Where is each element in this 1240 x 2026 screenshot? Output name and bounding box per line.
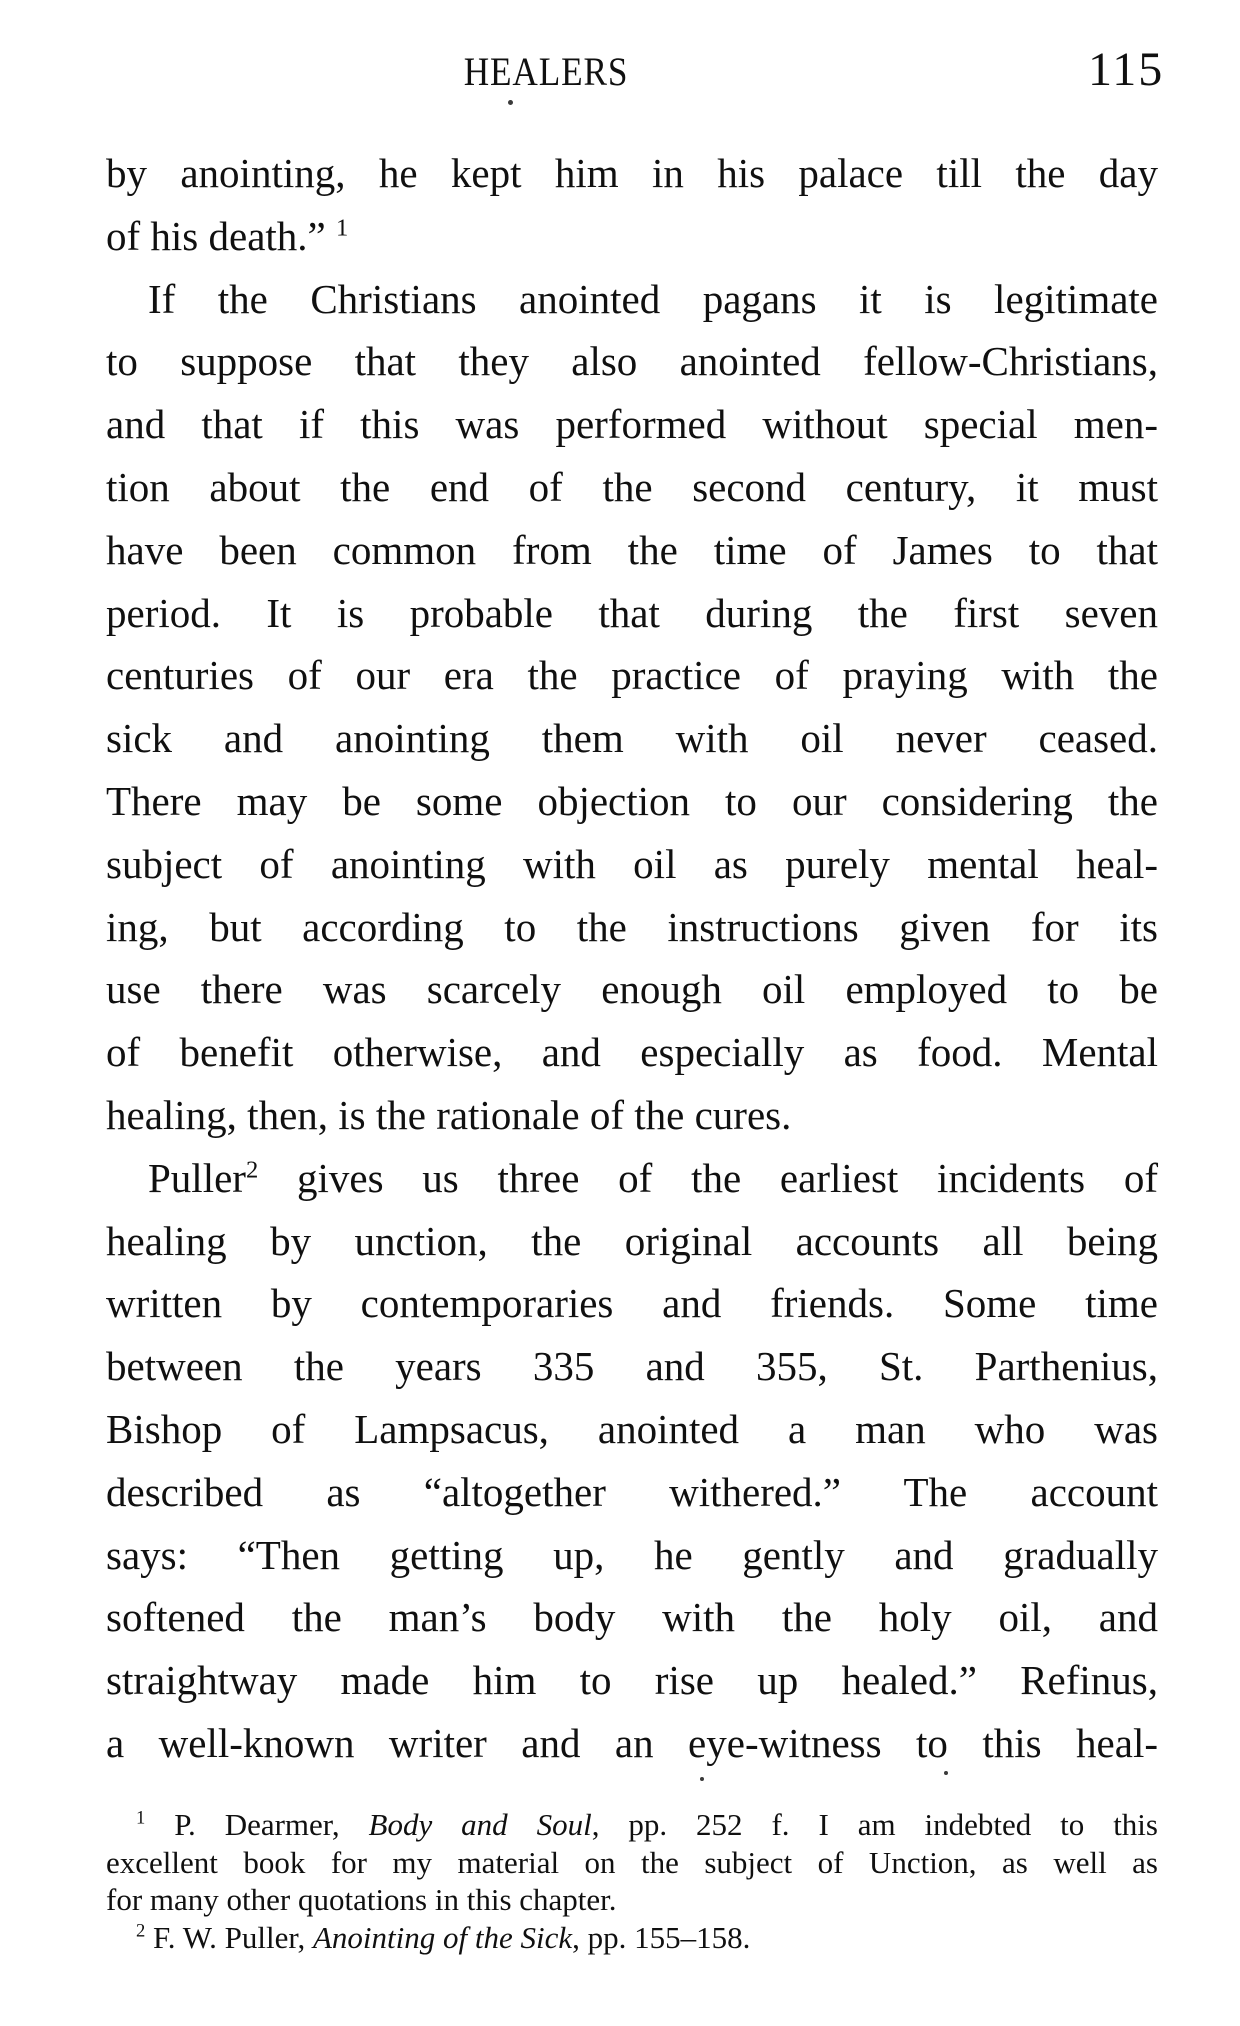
text-line [106, 1806, 1158, 1844]
scan-speck [944, 1771, 948, 1775]
text-segment: healing by unction, the original accounts all being [106, 1217, 1158, 1264]
text-segment: sick and anointing them with oil never ceased. [106, 715, 1158, 762]
text-segment: If the Christians anointed pagans it is legitimate [148, 275, 1158, 322]
text-segment: F. W. Puller, [145, 1919, 313, 1955]
footnote-marker: 1 [335, 214, 349, 242]
text-segment: and that if this was performed without special men- [106, 401, 1158, 448]
text-line [106, 1147, 1158, 1210]
text-line [106, 205, 1158, 268]
text-line [106, 268, 1158, 331]
text-line [106, 1844, 1158, 1882]
footnote-marker: 2 [136, 1920, 146, 1942]
text-segment: , pp. 252 f. I am indebted to this [591, 1807, 1158, 1842]
text-segment: to suppose that they also anointed fellow-Christians, [106, 338, 1158, 385]
text-line [106, 582, 1158, 645]
text-line [106, 1649, 1158, 1712]
footnotes [106, 1806, 1158, 1956]
text-segment: centuries of our era the practice of praying with the [106, 652, 1158, 699]
text-line [106, 330, 1158, 393]
body-text [106, 142, 1158, 1775]
text-line [106, 519, 1158, 582]
text-line [106, 393, 1158, 456]
text-line [106, 644, 1158, 707]
text-line [106, 1586, 1158, 1649]
scan-speck [508, 100, 513, 105]
text-segment: straightway made him to rise up healed.” Refinus, [106, 1657, 1158, 1704]
text-segment: says: “Then getting up, he gently and gradually [106, 1531, 1158, 1578]
text-segment: tion about the end of the second century, it must [106, 463, 1158, 510]
text-line [106, 958, 1158, 1021]
scan-speck [700, 1777, 704, 1781]
text-segment: have been common from the time of James to that [106, 526, 1158, 573]
text-segment: of his death.” [106, 212, 336, 259]
text-line [106, 1335, 1158, 1398]
text-line [106, 1021, 1158, 1084]
footnote-marker: 2 [245, 1156, 259, 1184]
text-line [106, 1881, 1158, 1919]
text-segment: gives us three of the earliest incidents of [258, 1154, 1158, 1201]
text-segment: Puller [148, 1154, 246, 1201]
text-segment: by anointing, he kept him in his palace till the day [106, 150, 1158, 196]
text-segment: subject of anointing with oil as purely mental heal- [106, 840, 1158, 887]
text-segment: use there was scarcely enough oil employed to be [106, 966, 1158, 1013]
text-segment: excellent book for my material on the subject of Unction, as well as [106, 1844, 1158, 1880]
text-segment: Bishop of Lampsacus, anointed a man who was [106, 1405, 1158, 1452]
text-segment: between the years 335 and 355, St. Parthenius, [106, 1343, 1158, 1390]
text-line [106, 770, 1158, 833]
text-segment: ing, but according to the instructions given for its [106, 903, 1158, 950]
text-line [106, 1210, 1158, 1273]
text-segment: Anointing of the Sick [312, 1919, 573, 1955]
text-segment: of benefit otherwise, and especially as food. Mental [106, 1029, 1158, 1076]
running-header-title: HEALERS [463, 49, 629, 94]
text-line [106, 833, 1158, 896]
page-number: 115 [1088, 43, 1165, 96]
text-segment: softened the man’s body with the holy oil, and [106, 1594, 1158, 1641]
text-line [106, 707, 1158, 770]
text-line [106, 1272, 1158, 1335]
text-segment: described as “altogether withered.” The account [106, 1468, 1158, 1515]
text-segment: a well-known writer and an eye-witness to this heal- [106, 1719, 1158, 1766]
text-segment: Body and Soul [368, 1807, 592, 1842]
text-segment: written by contemporaries and friends. Some time [106, 1280, 1158, 1327]
text-line [106, 1712, 1158, 1775]
text-segment: , pp. 155–158. [572, 1919, 751, 1955]
text-segment: There may be some objection to our considering the [106, 777, 1158, 824]
text-segment: P. Dearmer, [145, 1807, 369, 1842]
text-line [106, 1461, 1158, 1524]
text-line [106, 1084, 1158, 1147]
text-segment: for many other quotations in this chapter. [106, 1882, 617, 1917]
footnote-marker: 1 [136, 1807, 146, 1829]
text-line [106, 896, 1158, 959]
text-line [106, 456, 1158, 519]
text-line [106, 1398, 1158, 1461]
text-segment: period. It is probable that during the first seven [106, 589, 1158, 636]
text-segment: healing, then, is the rationale of the cures. [106, 1091, 792, 1138]
text-line [106, 142, 1158, 205]
text-line [106, 1524, 1158, 1587]
text-line [106, 1919, 1158, 1957]
